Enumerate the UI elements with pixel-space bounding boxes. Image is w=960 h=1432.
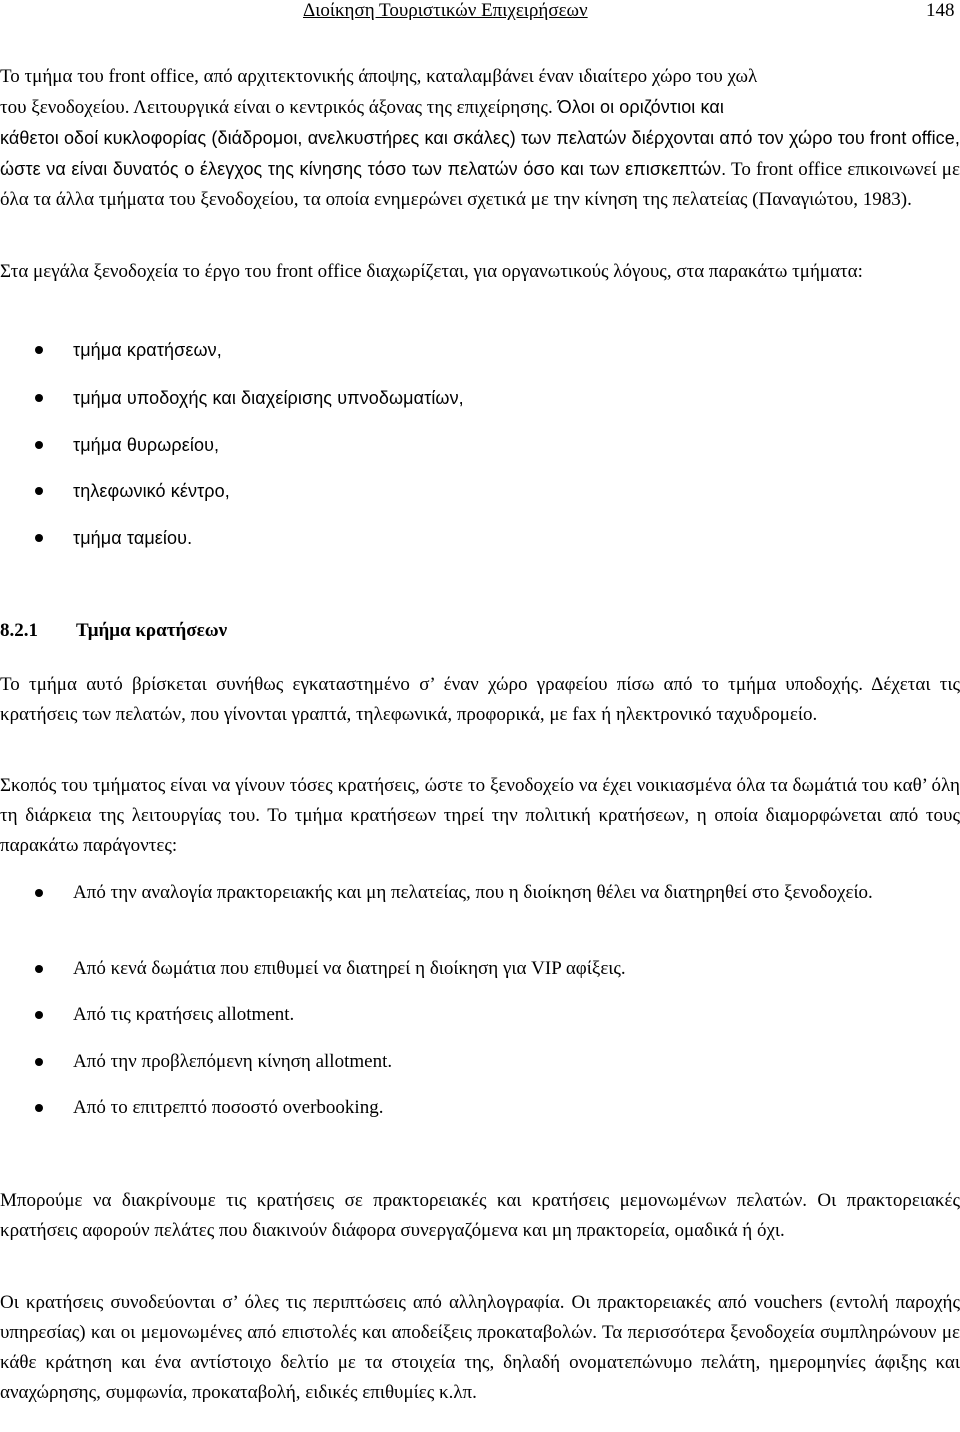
section-title: Τμήμα κρατήσεων: [76, 620, 228, 641]
bullet-icon: [35, 441, 43, 449]
list-item-text: Από τις κρατήσεις allotment.: [73, 1004, 295, 1025]
running-header: [0, 0, 960, 26]
intro-paragraph: [0, 62, 960, 215]
bullet-icon: [35, 965, 43, 973]
list-item-text: τηλεφωνικό κέντρο,: [73, 481, 230, 501]
section-number: 8.2.1: [0, 620, 38, 641]
section-paragraph-1-part-b: Δέχεται τις κρατήσεις των πελατών, που γίνονται γραπτά, τηλεφωνικά, προφορικά, με fax ή ηλεκτρονικό ταχυδρομείο.: [0, 674, 960, 725]
list-item-text: Από την αναλογία πρακτορειακής και μη πελατείας, που η διοίκηση θέλει να διατηρηθεί στο ξενοδοχείο.: [73, 882, 873, 903]
section-paragraph-2: Σκοπός του τμήματος είναι να γίνουν τόσες κρατήσεις, ώστε το ξενοδοχείο να έχει νοικιασμένα όλα τα δωμάτιά του καθ’ όλη τη διάρκεια της λειτουργίας του. Το τμήμα κρατήσεων τηρεί την πολιτική κρατήσεων, η οποία διαμορφώνεται από τους παρακάτω παράγοντες:: [0, 775, 960, 856]
list-item-text: τμήμα υποδοχής και διαχείρισης υπνοδωματίων,: [73, 388, 464, 408]
bullet-icon: [35, 1104, 43, 1112]
bullet-icon: [35, 1058, 43, 1066]
list-item-text: Από κενά δωμάτια που επιθυμεί να διατηρεί η διοίκηση για VIP αφίξεις.: [73, 958, 626, 979]
page-number: 148: [926, 0, 955, 21]
list-item-text: τμήμα κρατήσεων,: [73, 340, 222, 360]
list-item-text: Από την προβλεπόμενη κίνηση allotment.: [73, 1051, 393, 1072]
list-item-text: Από το επιτρεπτό ποσοστό overbooking.: [73, 1097, 384, 1118]
departments-intro: Στα μεγάλα ξενοδοχεία το έργο του front office διαχωρίζεται, για οργανωτικούς λόγους, στα παρακάτω τμήματα:: [0, 261, 863, 282]
list-item-text: τμήμα ταμείου.: [73, 528, 193, 548]
intro-line-1: Το τμήμα του front office, από αρχιτεκτονικής άποψης, καταλαμβάνει έναν ιδιαίτερο χώρο του χωλ: [0, 66, 758, 87]
intro-line-2-serif: του ξενοδοχείου. Λειτουργικά είναι ο κεντρικός άξονας της επιχείρησης.: [0, 97, 553, 118]
header-title: Διοίκηση Τουριστικών Επιχειρήσεων: [303, 0, 588, 21]
section-paragraph-1-part-a: Το τμήμα αυτό βρίσκεται συνήθως εγκαταστημένο σ’ έναν χώρο γραφείου πίσω από το τμήμα υποδοχής.: [0, 674, 863, 695]
intro-serif-text: Το front office επικοινωνεί με όλα τα άλλα τμήματα του ξενοδοχείου, τα οποία ενημερώνει σχετικά με την κίνηση της πελατείας (Παναγιώτου, 1983).: [0, 159, 960, 210]
bullet-icon: [35, 1011, 43, 1019]
section-paragraph-1: [0, 670, 960, 730]
intro-sans-text: κάθετοι οδοί κυκλοφορίας (διάδρομοι, ανελκυστήρες και σκάλες) των πελατών διέρχονται από τον χώρο του front office, ώστε να είναι δυνατός ο έλεγχος της κίνησης τόσο των πελατών όσο και των επισκεπτών.: [0, 128, 960, 179]
bullet-icon: [35, 394, 43, 402]
bullet-icon: [35, 487, 43, 495]
paragraph-4: Οι κρατήσεις συνοδεύονται σ’ όλες τις περιπτώσεις από αλληλογραφία. Οι πρακτορειακές από vouchers (εντολή παροχής υπηρεσίας) και οι μεμονωμένες από επιστολές και αποδείξεις προκαταβολών. Τα περισσότερα ξενοδοχεία συμπληρώνουν με κάθε κράτηση και ένα αντίστοιχο δελτίο με τα στοιχεία της, δηλαδή ονοματεπώνυμο πελάτη, ημερομηνίες άφιξης και αναχώρησης, συμφωνία, προκαταβολή, ειδικές επιθυμίες κ.λπ.: [0, 1292, 960, 1403]
list-item-text: τμήμα θυρωρείου,: [73, 435, 220, 455]
intro-line-2-sans: Όλοι οι οριζόντιοι και: [552, 97, 724, 117]
paragraph-3: Μπορούμε να διακρίνουμε τις κρατήσεις σε πρακτορειακές και κρατήσεις μεμονωμένων πελατών. Οι πρακτορειακές κρατήσεις αφορούν πελάτες που διακινούν διάφορα συνεργαζόμενα και μη πρακτορεία, ομαδικά ή όχι.: [0, 1190, 960, 1241]
bullet-icon: [35, 889, 43, 897]
intro-line-2: [0, 92, 960, 123]
bullet-icon: [35, 346, 43, 354]
bullet-icon: [35, 534, 43, 542]
